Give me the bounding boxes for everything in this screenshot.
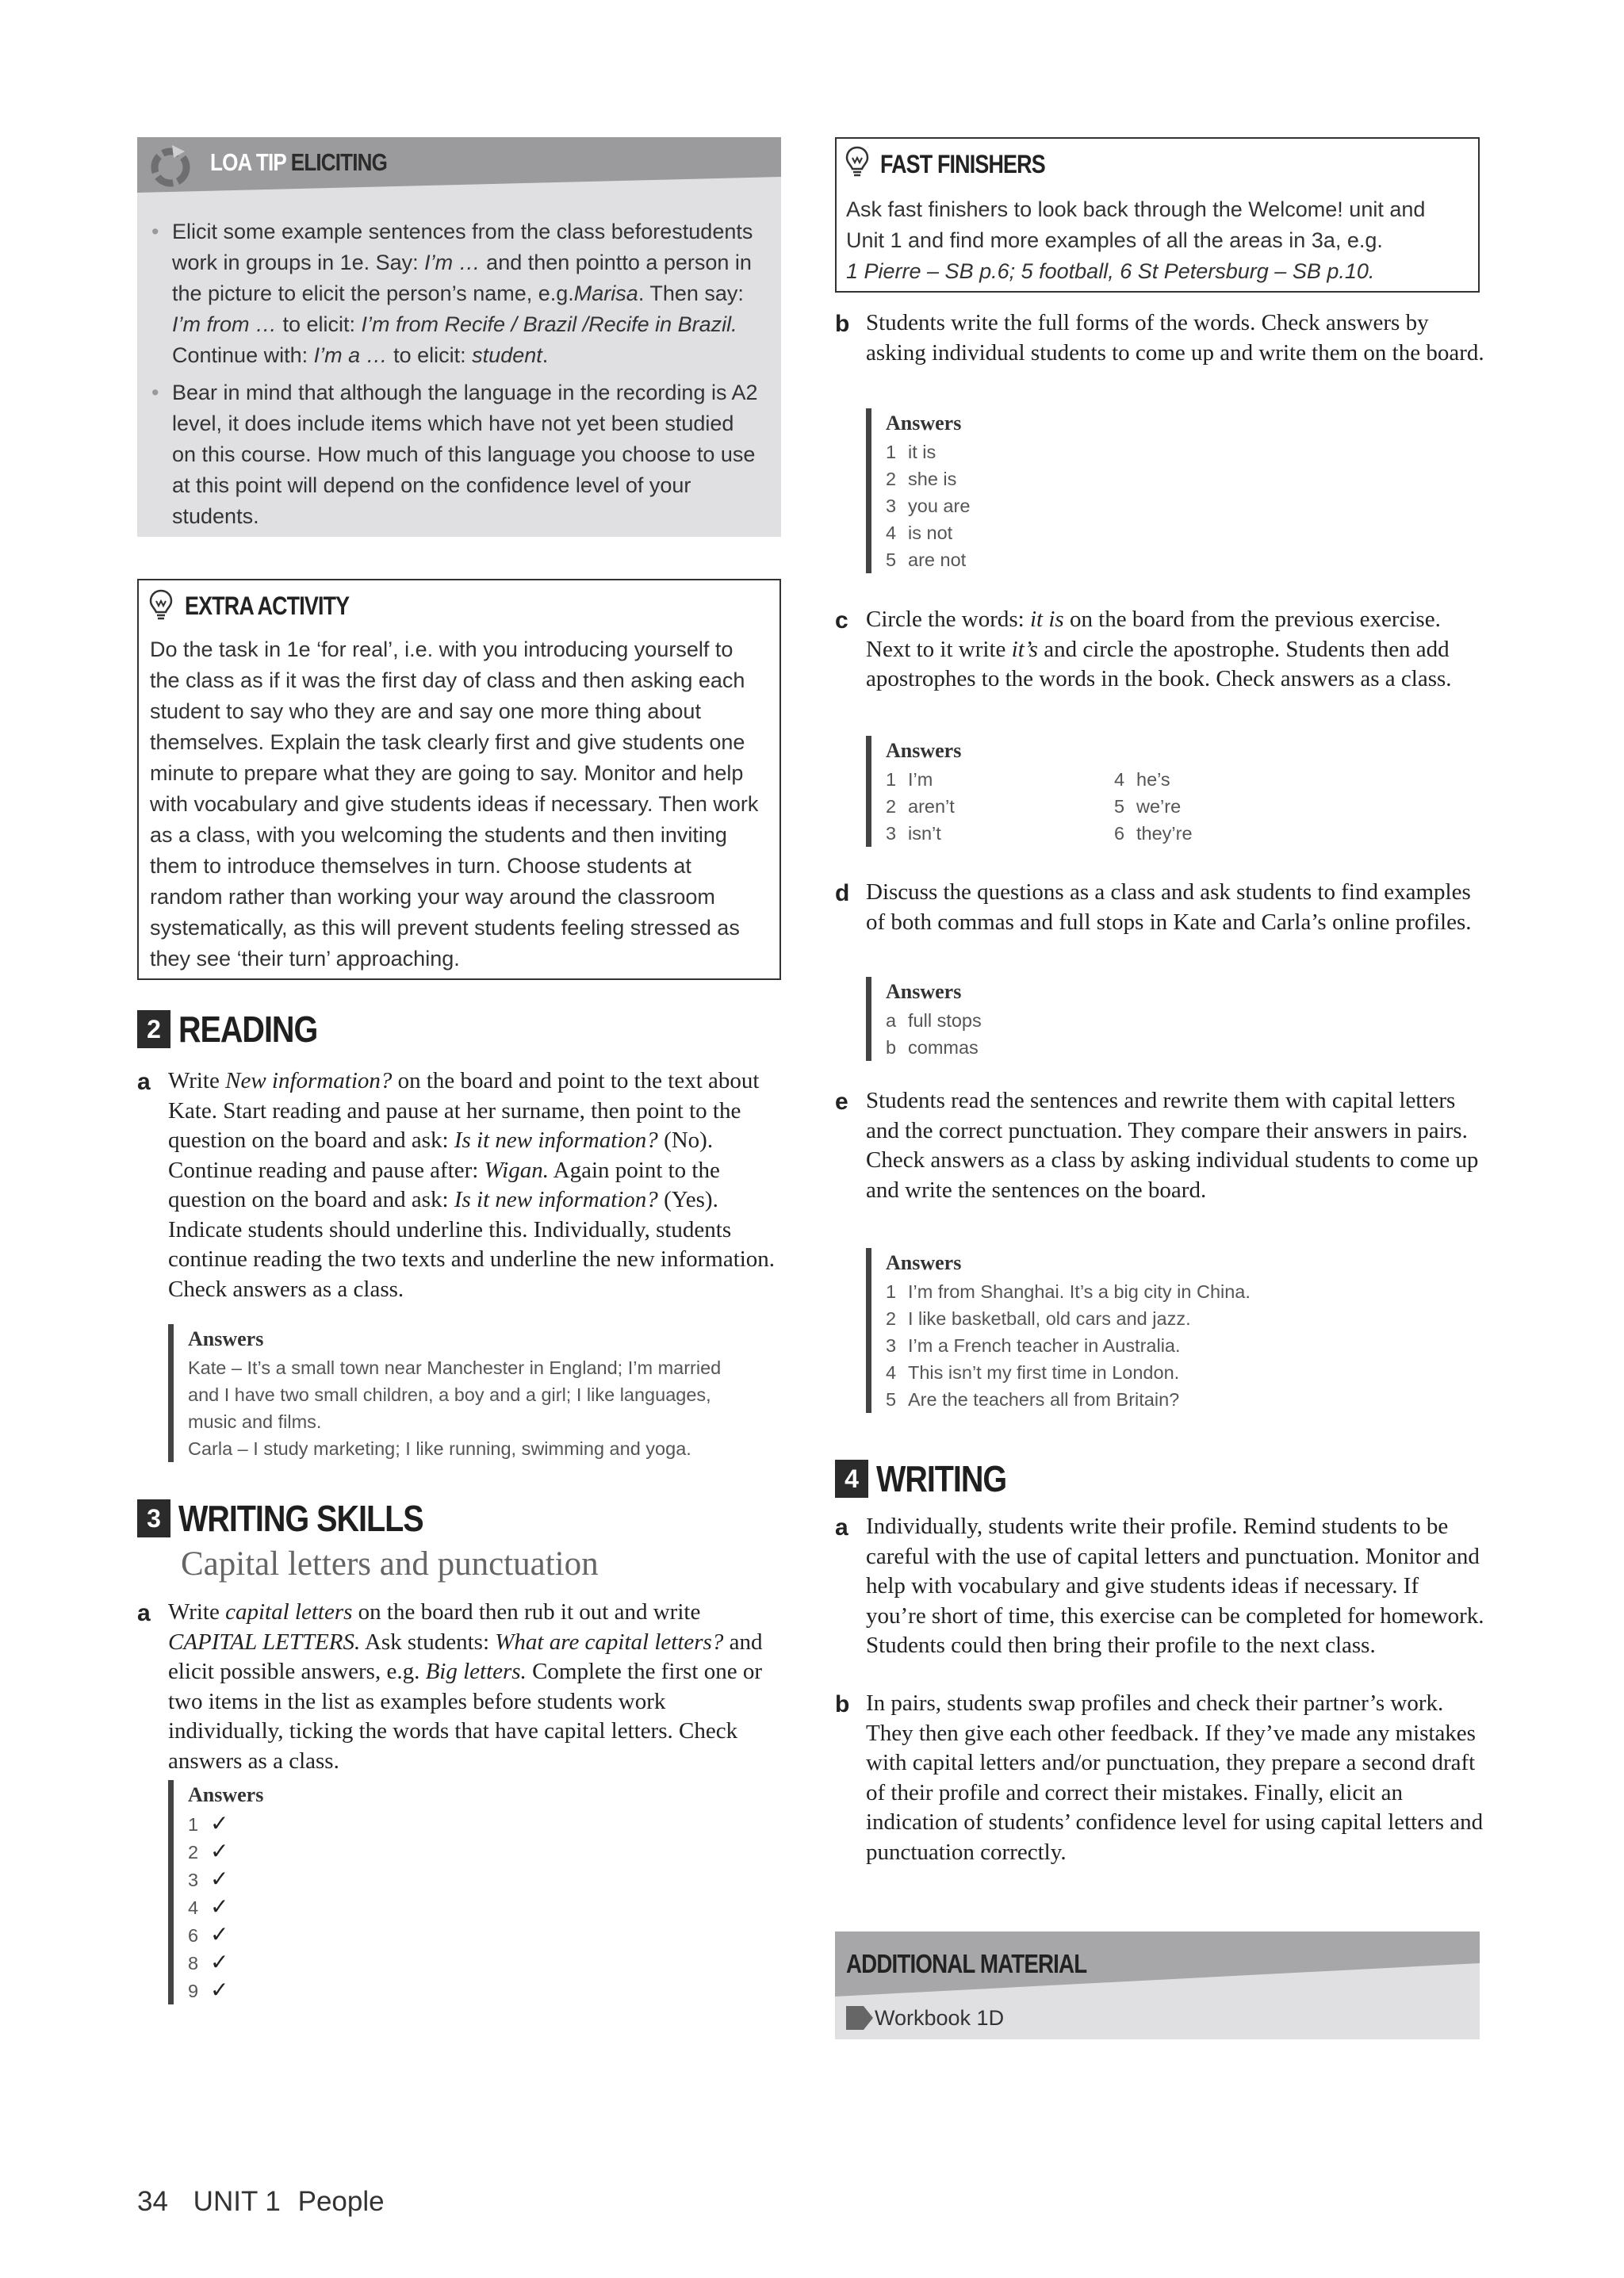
section-number: 3 <box>137 1499 170 1537</box>
fast-finishers-box <box>835 137 1480 293</box>
fast-finishers-line: Unit 1 and find more examples of all the areas in 3a, e.g. <box>846 228 1383 252</box>
loa-tip-bullet-2 <box>151 377 763 532</box>
writing-skills-a-text <box>168 1598 783 1776</box>
answer-line: 8 ✓ <box>188 1950 229 1974</box>
bullet-dot: • <box>151 220 159 243</box>
answer-line: 1 ✓ <box>188 1811 229 1836</box>
answer-line: 3 I’m a French teacher in Australia. <box>886 1335 1181 1356</box>
text-run: Circle the words: <box>866 607 1030 632</box>
fast-finishers-line: Ask fast finishers to look back through the Welcome! unit and <box>846 197 1426 221</box>
writing-b-text: In pairs, students swap profiles and check their partner’s work. They then give each other feedback. If they’ve made any mistakes with capital letters and/or punctuation, they prepare a second draft of their profile and correct their mistakes. Finally, elicit an indication of students’ confidence level for using capital letters and punctuation correctly. <box>866 1690 1484 1865</box>
answer-line: 1 it is <box>886 442 936 462</box>
loa-tip-title <box>210 148 387 177</box>
fast-finishers-title: FAST FINISHERS <box>880 150 1045 178</box>
text-run: on the board from the previous exercise. Next to it write <box>866 607 1441 662</box>
text-run: Again point to the question on the board and ask: <box>168 1157 720 1212</box>
answer-line: 4 ✓ <box>188 1894 229 1919</box>
answer-line: 3 isn’t <box>886 823 941 844</box>
text-run: (No). Continue reading and pause after: <box>168 1128 714 1183</box>
answer-line: 9 ✓ <box>188 1977 229 2002</box>
answer-line: 2 she is <box>886 469 957 489</box>
answer-line: 4 This isn’t my first time in London. <box>886 1362 1180 1383</box>
extra-activity-title: EXTRA ACTIVITY <box>185 592 350 620</box>
answer-line: music and films. <box>188 1411 322 1432</box>
answer-line: 4 is not <box>886 523 953 543</box>
lightbulb-icon <box>845 145 870 181</box>
item-label-b: b <box>835 1691 850 1717</box>
answer-line: and I have two small children, a boy and a girl; I like languages, <box>188 1384 711 1405</box>
text-run: to elicit: <box>387 343 473 367</box>
text-run: . Then say: <box>638 281 744 305</box>
italic-run: New information? <box>225 1068 393 1093</box>
italic-run: student <box>472 343 542 367</box>
answer-line: 3 you are <box>886 496 971 516</box>
loa-tip-box <box>137 137 781 537</box>
item-label-a: a <box>137 1600 151 1626</box>
additional-material-title: ADDITIONAL MATERIAL <box>846 1949 1087 1978</box>
text-run: Write <box>168 1599 226 1625</box>
loa-tip-title-a: LOA TIP <box>210 148 286 176</box>
answer-line: Carla – I study marketing; I like running, swimming and yoga. <box>188 1438 691 1459</box>
answer-line: b commas <box>886 1037 979 1058</box>
italic-run: I’m … <box>424 251 481 274</box>
italic-run: it’s <box>1011 636 1038 662</box>
text-run: on the board then rub it out and write <box>352 1599 701 1625</box>
footer-unit: UNIT 1 <box>193 2186 281 2217</box>
italic-run: Wigan. <box>484 1157 549 1183</box>
text-run: and then point <box>480 251 622 274</box>
d-answers <box>866 977 1203 1061</box>
section-title: READING <box>178 1009 318 1050</box>
answers-heading: Answers <box>886 1251 962 1274</box>
item-label-a: a <box>835 1514 848 1541</box>
answer-line: 2 ✓ <box>188 1839 229 1863</box>
loa-tip-bullet-1 <box>151 216 763 371</box>
text-run: Write <box>168 1068 226 1093</box>
italic-run: Recife in Brazil. <box>588 312 737 336</box>
additional-material-box <box>835 1932 1480 2039</box>
answers-heading: Answers <box>886 739 962 762</box>
e-answers <box>866 1248 1441 1413</box>
d-text: Discuss the questions as a class and ask students to find examples of both commas and full stops in Kate and Carla’s online profiles. <box>866 879 1472 935</box>
italic-run: capital letters <box>225 1599 353 1625</box>
text-run: Complete the first one or two items in the list as examples before students work individually, ticking the words that have capital letters. Check answers as a class. <box>168 1659 763 1774</box>
text-run: (Yes). Indicate students should underline this. Individually, students continue reading the two texts and underline the new information. Check answers as a class. <box>168 1187 776 1302</box>
section-title: WRITING SKILLS <box>178 1498 423 1539</box>
italic-run: I’m from … <box>172 312 277 336</box>
text-run: Continue with: <box>172 343 314 367</box>
page-number: 34 <box>137 2186 168 2217</box>
text-run: Elicit some example sentences from the class before <box>172 220 672 243</box>
bullet-dot: • <box>151 381 159 404</box>
answer-line: 1 I’m <box>886 769 933 790</box>
page-footer <box>137 2186 385 2218</box>
answer-line: 5 are not <box>886 549 967 570</box>
lightbulb-icon <box>148 588 174 624</box>
italic-run: CAPITAL LETTERS. <box>168 1629 361 1655</box>
italic-run: I’m from Recife / Brazil / <box>361 312 589 336</box>
section-number: 4 <box>835 1460 868 1498</box>
extra-activity-text: Do the task in 1e ‘for real’, i.e. with you introducing yourself to the class as if it was the first day of class and then asking each student to say who they are and say one more thing about themselves. Explain the task clearly first and give students one minute to prepare what they are going to say. Monitor and help with vocabulary and give students ideas if necessary. Then work as a class, with you welcoming the students and then inviting them to introduce themselves in turn. Choose students at random rather than working your way around the classroom systematically, as this will prevent students feeling stressed as they see ‘their turn’ approaching. <box>150 637 759 971</box>
answer-line: a full stops <box>886 1010 982 1031</box>
section-3-header <box>137 1495 463 1542</box>
refresh-cycle-icon <box>148 144 193 188</box>
item-label-b: b <box>835 311 850 337</box>
item-label-c: c <box>835 607 848 634</box>
item-label-d: d <box>835 880 850 906</box>
answers-heading: Answers <box>886 980 962 1003</box>
answer-line: 5 Are the teachers all from Britain? <box>886 1389 1180 1410</box>
text-run: and circle the apostrophe. Students then add apostrophes to the words in the book. Check answers as a class. <box>866 636 1452 691</box>
loa-tip-title-b: ELICITING <box>290 148 388 176</box>
text-run: to elicit: <box>277 312 362 336</box>
b-text: Students write the full forms of the words. Check answers by asking individual students to come up and write them on the board. <box>866 310 1484 366</box>
text-run: to a person in the picture to elicit the person’s name, e.g. <box>172 251 752 305</box>
b-answers <box>866 408 1203 573</box>
italic-run: Big letters. <box>425 1659 527 1684</box>
text-run: on the board and point to the text about Kate. Start reading and pause at her surname, then point to the question on the board and ask: <box>168 1068 760 1153</box>
answer-line: 5 we’re <box>1114 796 1182 817</box>
c-text <box>866 605 1484 695</box>
reading-answers <box>168 1324 775 1462</box>
italic-run: Marisa <box>573 281 638 305</box>
fast-finishers-line: 1 Pierre – SB p.6; 5 football, 6 St Petersburg – SB p.10. <box>846 259 1375 283</box>
answer-line: 2 I like basketball, old cars and jazz. <box>886 1308 1191 1329</box>
answers-heading: Answers <box>886 412 962 435</box>
section-number: 2 <box>137 1010 170 1048</box>
answer-line: 2 aren’t <box>886 796 955 817</box>
answers-heading: Answers <box>188 1783 264 1806</box>
answer-line: 1 I’m from Shanghai. It’s a big city in China. <box>886 1281 1251 1302</box>
reading-a-text <box>168 1066 783 1304</box>
answer-line: 3 ✓ <box>188 1866 229 1891</box>
section-subtitle: Capital letters and punctuation <box>181 1545 599 1583</box>
text-run: students work in groups in 1e. Say: <box>172 220 753 274</box>
arrow-right-icon <box>846 2006 873 2034</box>
text-run: . <box>542 343 549 367</box>
item-label-e: e <box>835 1089 848 1115</box>
text-run: and elicit possible answers, e.g. <box>168 1629 763 1684</box>
c-answers <box>866 736 1362 847</box>
answer-line: 6 they’re <box>1114 823 1193 844</box>
text-run: Ask students: <box>360 1629 496 1655</box>
e-text: Students read the sentences and rewrite them with capital letters and the correct punctuation. They compare their answers in pairs. Check answers as a class by asking individual students to come up and write the sentences on the board. <box>866 1088 1479 1203</box>
italic-run: Is it new information? <box>454 1187 658 1212</box>
answers-heading: Answers <box>188 1327 264 1350</box>
workbook-reference: Workbook 1D <box>875 2006 1005 2030</box>
footer-topic: People <box>297 2186 385 2217</box>
answer-line: 4 he’s <box>1114 769 1170 790</box>
section-4-header <box>835 1455 1028 1503</box>
italic-run: Is it new information? <box>454 1128 658 1153</box>
section-title: WRITING <box>876 1458 1007 1499</box>
loa-tip-bullet-1-text <box>172 220 753 367</box>
section-2-header <box>137 1005 340 1053</box>
italic-run: it is <box>1029 607 1064 632</box>
loa-tip-bullet-2-text: Bear in mind that although the language in the recording is A2 level, it does include items which have not yet been studied on this course. How much of this language you choose to use at this point will depend on the confidence level of your students. <box>172 381 758 528</box>
item-label-a: a <box>137 1069 151 1095</box>
answer-line: Kate – It’s a small town near Manchester in England; I’m married <box>188 1357 722 1378</box>
italic-run: I’m a … <box>313 343 388 367</box>
answer-line: 6 ✓ <box>188 1922 229 1947</box>
extra-activity-box <box>137 579 781 980</box>
writing-skills-answers <box>168 1780 347 2004</box>
writing-a-text: Individually, students write their profile. Remind students to be careful with the use of capital letters and punctuation. Monitor and help with vocabulary and give students ideas if necessary. If you’re short of time, this exercise can be completed for homework. Students could then bring their profile to the next class. <box>866 1514 1484 1658</box>
italic-run: What are capital letters? <box>495 1629 724 1655</box>
